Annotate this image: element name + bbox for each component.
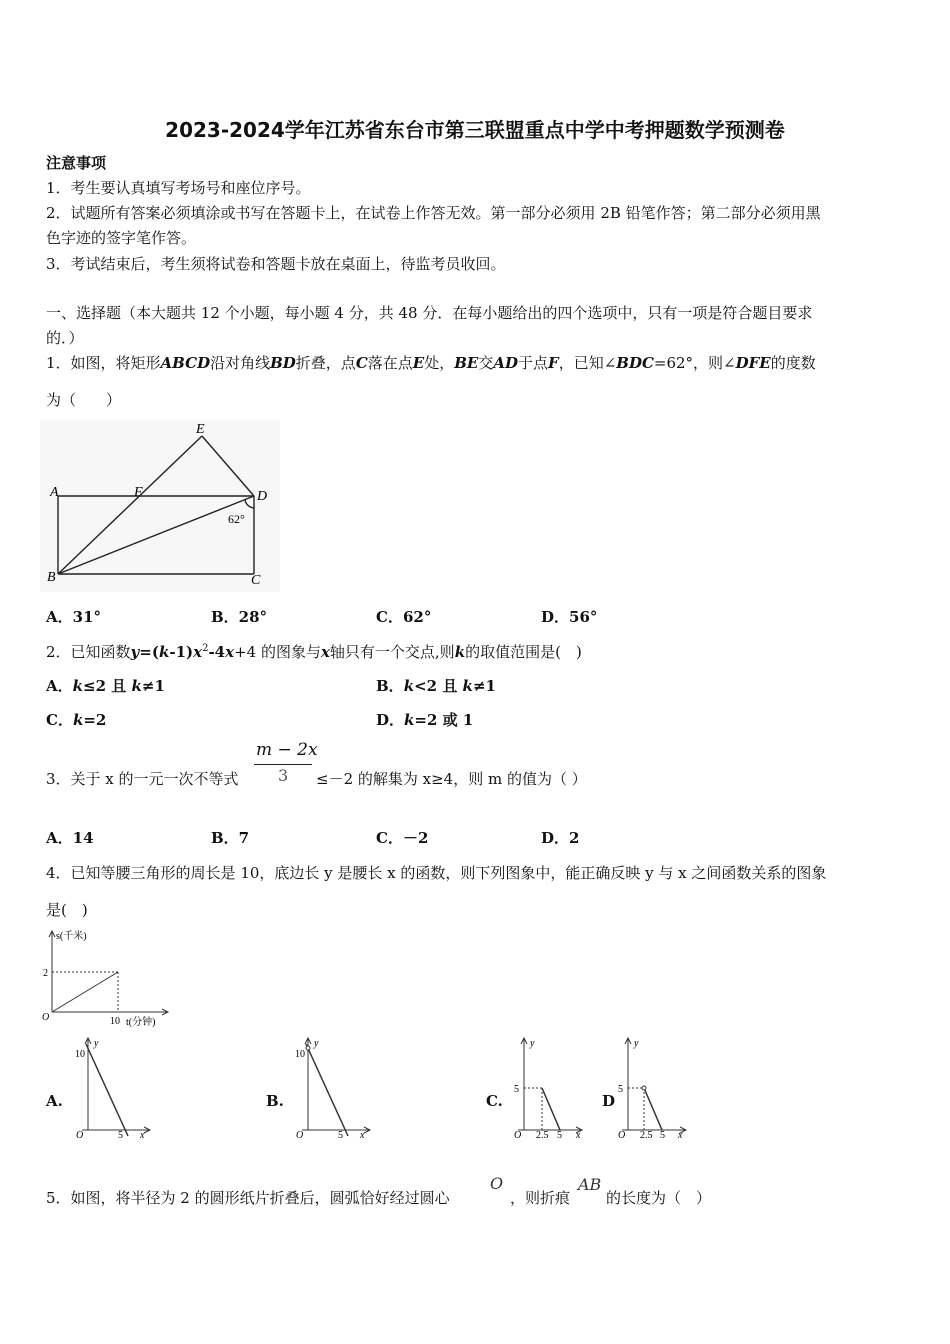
section1-line2: 的．） xyxy=(46,329,84,347)
q1-option-a[interactable]: A．31° xyxy=(46,608,102,626)
q1-option-c[interactable]: C．62° xyxy=(376,608,432,626)
q1-option-d[interactable]: D．56° xyxy=(541,608,598,626)
q1-option-b[interactable]: B．28° xyxy=(211,608,268,626)
q4-stem-line2: 是( ) xyxy=(46,901,88,919)
q4-graph-c[interactable] xyxy=(506,1034,590,1142)
label-angle: 62° xyxy=(228,512,245,526)
q2-option-d[interactable]: D．k=2 或 1 xyxy=(376,711,474,729)
svg-text:y: y xyxy=(94,1038,99,1049)
q3-option-c[interactable]: C．－2 xyxy=(376,829,429,847)
q4-graph-b[interactable] xyxy=(292,1034,382,1142)
label-C: C xyxy=(251,573,261,588)
svg-text:10: 10 xyxy=(295,1049,305,1060)
q3-numerator: m − 2x xyxy=(256,740,318,760)
q4-graph-a[interactable] xyxy=(72,1034,162,1142)
svg-text:5: 5 xyxy=(338,1130,343,1141)
stray-ytick: 2 xyxy=(43,968,48,979)
stray-xtick: 10 xyxy=(110,1016,120,1027)
svg-text:2.5: 2.5 xyxy=(640,1130,653,1141)
q3-fraction-bar xyxy=(254,764,312,765)
svg-text:5: 5 xyxy=(660,1130,665,1141)
q4-stray-graph xyxy=(40,926,175,1030)
svg-text:y: y xyxy=(634,1038,639,1049)
q3-option-b[interactable]: B．7 xyxy=(211,829,250,847)
svg-text:x: x xyxy=(140,1130,145,1141)
section1-line1: 一、选择题（本大题共 12 个小题，每小题 4 分，共 48 分．在每小题给出的四个选项中，只有一项是符合题目要求 xyxy=(46,304,813,322)
stray-xlabel: t(分钟) xyxy=(126,1017,156,1028)
page-title: 2023-2024学年江苏省东台市第三联盟重点中学中考押题数学预测卷 xyxy=(165,118,785,142)
q4-option-d-label[interactable]: D xyxy=(602,1092,616,1110)
q3-stem-after: ≤－2 的解集为 x≥4，则 m 的值为（ ） xyxy=(316,770,587,788)
svg-text:x: x xyxy=(678,1130,683,1141)
svg-text:x: x xyxy=(360,1130,365,1141)
q2-stem: 2．已知函数$y=(k-1)x^2-4x+4$ 的图象与x轴只有一个交点,则k的取值范围是( ) xyxy=(46,643,582,661)
q5-stem-middle: ，则折痕 xyxy=(510,1189,571,1207)
q3-fraction xyxy=(254,740,318,790)
stray-ylabel: s(千米) xyxy=(56,931,87,942)
svg-text:x: x xyxy=(576,1130,581,1141)
q5-stem-after: 的长度为（ ） xyxy=(606,1189,712,1207)
svg-text:y: y xyxy=(314,1038,319,1049)
label-A: A xyxy=(50,485,59,500)
q5-crease-ab: AB xyxy=(578,1175,602,1194)
label-F: F xyxy=(134,485,143,500)
svg-text:5: 5 xyxy=(618,1084,623,1095)
label-D: D xyxy=(257,489,268,504)
q5-stem-before: 5．如图，将半径为 2 的圆形纸片折叠后，圆弧恰好经过圆心 xyxy=(46,1189,450,1207)
label-E: E xyxy=(196,422,205,437)
q4-option-a-label[interactable]: A. xyxy=(46,1092,63,1110)
svg-text:5: 5 xyxy=(557,1130,562,1141)
q1-stem: 1．如图，将矩形ABCD沿对角线BD折叠，点C落在点E处，BE交AD于点F，已知∠BDC=62°，则∠DFE的度数 xyxy=(46,354,816,372)
q3-stem-before: 3．关于 x 的一元一次不等式 xyxy=(46,770,239,788)
label-B: B xyxy=(47,570,56,585)
svg-text:O: O xyxy=(514,1130,522,1141)
q4-option-b-label[interactable]: B. xyxy=(266,1092,284,1110)
q5-center-o: O xyxy=(490,1174,504,1193)
svg-text:5: 5 xyxy=(514,1084,519,1095)
q3-option-d[interactable]: D．2 xyxy=(541,829,580,847)
q2-option-a[interactable]: A．k≤2 且 k≠1 xyxy=(46,677,165,695)
q4-stem-line1: 4．已知等腰三角形的周长是 10，底边长 y 是腰长 x 的函数，则下列图象中，能正确反映 y 与 x 之间函数关系的图象 xyxy=(46,864,827,882)
q4-graph-d[interactable] xyxy=(610,1034,694,1142)
notice-item-1: 1．考生要认真填写考场号和座位序号。 xyxy=(46,179,311,197)
stray-origin: O xyxy=(42,1012,50,1023)
q2-option-b[interactable]: B．k<2 且 k≠1 xyxy=(376,677,496,695)
q3-denominator: 3 xyxy=(278,766,289,785)
notice-item-2: 2．试题所有答案必须填涂或书写在答题卡上，在试卷上作答无效。第一部分必须用 2B 铅笔作答；第二部分必须用黑 xyxy=(46,204,821,222)
svg-text:O: O xyxy=(618,1130,626,1141)
q3-option-a[interactable]: A．14 xyxy=(46,829,94,847)
svg-text:y: y xyxy=(530,1038,535,1049)
notice-heading: 注意事项 xyxy=(46,154,107,172)
svg-text:O: O xyxy=(296,1130,304,1141)
notice-item-3: 3．考试结束后，考生须将试卷和答题卡放在桌面上，待监考员收回。 xyxy=(46,255,506,273)
q1-stem-line2: 为（ ） xyxy=(46,391,122,409)
svg-text:5: 5 xyxy=(118,1130,123,1141)
svg-text:10: 10 xyxy=(75,1049,85,1060)
q4-option-c-label[interactable]: C. xyxy=(486,1092,503,1110)
q2-option-c[interactable]: C．k=2 xyxy=(46,711,107,729)
q1-figure xyxy=(40,420,280,592)
svg-text:O: O xyxy=(76,1130,84,1141)
svg-text:2.5: 2.5 xyxy=(536,1130,549,1141)
notice-item-2-cont: 色字迹的签字笔作答。 xyxy=(46,229,197,247)
